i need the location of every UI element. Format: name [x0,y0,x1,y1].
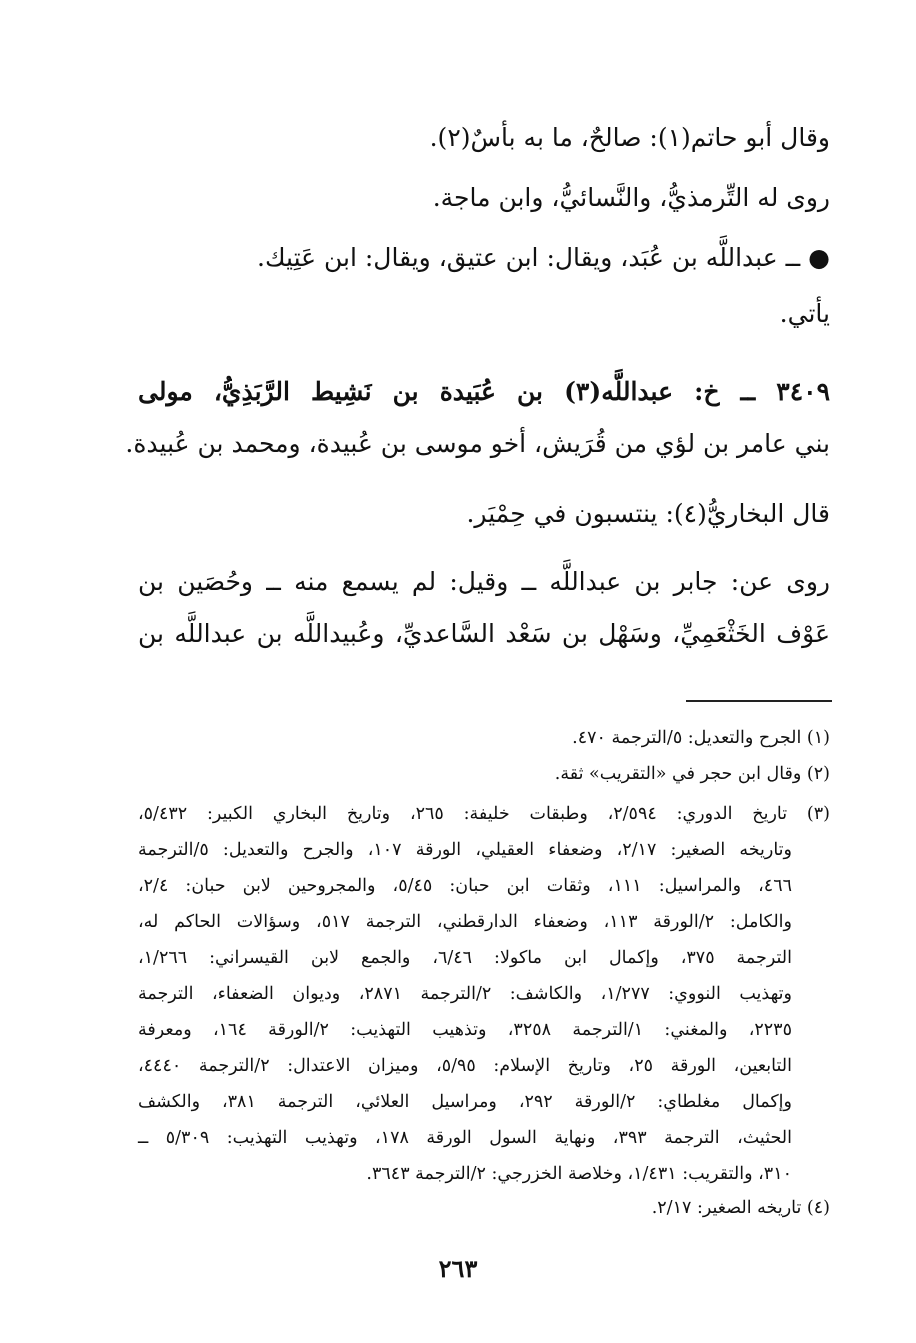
footnote-3-cont-2: ٤٦٦، والمراسيل: ١١١، وثقات ابن حبان: ٥/٤٥، والمجروحين لابن حبان: ٢/٤، [138,876,792,896]
text-line-2: روى له التِّرمذيُّ، والنَّسائيُّ، وابن ماجة. [432,183,830,212]
text-line-4: يأتي. [779,299,830,328]
footnote-2: (٢) وقال ابن حجر في «التقريب» ثقة. [554,764,830,784]
footnote-1: (١) الجرح والتعديل: ٥/الترجمة ٤٧٠. [572,728,830,748]
footnote-3-cont-4: الترجمة ٣٧٥، وإكمال ابن ماكولا: ٦/٤٦، والجمع لابن القيسراني: ١/٢٦٦، [138,948,792,968]
entry-heading-line: ٣٤٠٩ ــ خ: عبداللَّه(٣) بن عُبَيدة بن نَشِيط الرَّبَذِيُّ، مولى [138,377,831,406]
footnote-separator [686,700,832,702]
footnote-3-cont-1: وتاريخه الصغير: ٢/١٧، وضعفاء العقيلي، الورقة ١٠٧، والجرح والتعديل: ٥/الترجمة [138,840,792,860]
text-line-3: ● ــ عبداللَّه بن عُبَد، ويقال: ابن عتيق، ويقال: ابن عَتِيك. [257,243,830,272]
footnote-3-cont-3: والكامل: ٢/الورقة ١١٣، وضعفاء الدارقطني، الترجمة ٥١٧، وسؤالات الحاكم له، [138,912,792,932]
text-line-1: وقال أبو حاتم(١): صالحٌ، ما به بأسٌ(٢). [429,123,830,152]
text-line-9: عَوْف الخَثْعَمِيِّ، وسَهْل بن سَعْد السَّاعديِّ، وعُبيداللَّه بن عبداللَّه بن [138,619,830,648]
text-line-7: قال البخاريُّ(٤): ينتسبون في حِمْيَر. [466,499,830,528]
footnote-4: (٤) تاريخه الصغير: ٢/١٧. [651,1198,830,1218]
page-number: ٢٦٣ [438,1254,478,1283]
footnote-3-cont-7: التابعين، الورقة ٢٥، وتاريخ الإسلام: ٥/٩٥، وميزان الاعتدال: ٢/الترجمة ٤٤٤٠، [138,1056,792,1076]
footnote-3-cont-9: الحثيث، الترجمة ٣٩٣، ونهاية السول الورقة ١٧٨، وتهذيب التهذيب: ٥/٣٠٩ ــ [138,1128,792,1148]
footnote-3-cont-6: ٢٢٣٥، والمغني: ١/الترجمة ٣٢٥٨، وتذهيب التهذيب: ٢/الورقة ١٦٤، ومعرفة [138,1020,792,1040]
footnote-3-cont-10: ٣١٠، والتقريب: ١/٤٣١، وخلاصة الخزرجي: ٢/الترجمة ٣٦٤٣. [366,1164,792,1184]
text-line-8: روى عن: جابر بن عبداللَّه ــ وقيل: لم يسمع منه ــ وحُصَين بن [138,567,830,596]
footnote-3-cont-5: وتهذيب النووي: ١/٢٧٧، والكاشف: ٢/الترجمة ٢٨٧١، وديوان الضعفاء، الترجمة [138,984,792,1004]
footnote-3: (٣) تاريخ الدوري: ٢/٥٩٤، وطبقات خليفة: ٢٦٥، وتاريخ البخاري الكبير: ٥/٤٣٢، [138,804,830,824]
text-line-6: بني عامر بن لؤي من قُرَيش، أخو موسى بن عُبيدة، ومحمد بن عُبيدة. [125,429,830,458]
footnote-3-cont-8: وإكمال مغلطاي: ٢/الورقة ٢٩٢، ومراسيل العلائي، الترجمة ٣٨١، والكشف [138,1092,792,1112]
